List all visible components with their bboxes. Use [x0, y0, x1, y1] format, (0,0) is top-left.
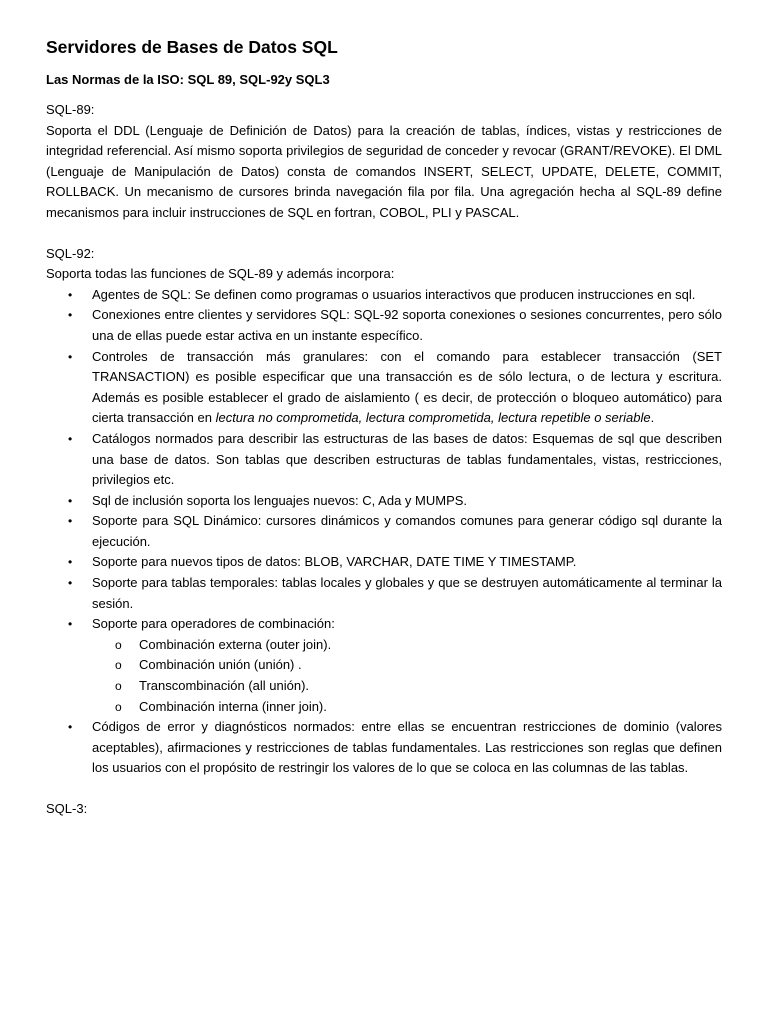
document-page — [46, 36, 722, 820]
list-item — [46, 717, 722, 779]
list-item — [46, 305, 722, 346]
circle-bullet-icon: o — [115, 637, 122, 652]
section-spacer — [46, 224, 722, 244]
bullet-icon: • — [68, 493, 73, 508]
sub-list-item-text: Combinación interna (inner join). — [139, 698, 327, 714]
list-item — [46, 552, 722, 573]
list-item-text: Sql de inclusión soporta los lenguajes nuevos: C, Ada y MUMPS. — [92, 492, 468, 508]
list-item — [46, 614, 722, 717]
list-item — [46, 347, 722, 429]
circle-bullet-icon: o — [115, 658, 122, 673]
list-item — [46, 511, 722, 552]
list-item-text: Catálogos normados para describir las estructuras de las bases de datos: Esquemas de sql que describen una base de datos. Son tablas que describen estructuras de tablas fundamentales, vistas, restricciones, privilegios etc. — [92, 430, 722, 488]
sub-list-item — [92, 635, 722, 656]
list-item-text: Soporte para operadores de combinación: — [92, 616, 335, 632]
sub-list-item-text: Combinación externa (outer join). — [139, 636, 332, 652]
bullet-icon: • — [68, 308, 73, 323]
sub-list-item-text: Transcombinación (all unión). — [139, 678, 310, 694]
bullet-icon: • — [68, 576, 73, 591]
sub-list-item-text: Combinación unión (unión) . — [139, 657, 302, 673]
sql92-intro: Soporta todas las funciones de SQL-89 y además incorpora: — [46, 266, 395, 282]
list-item-tail-text: . — [650, 410, 655, 426]
sql89-paragraph: Soporta el DDL (Lenguaje de Definición de Datos) para la creación de tablas, índices, vistas y restricciones de integridad referencial. Así mismo soporta privilegios de seguridad de conceder y revocar (GRANT/REVOKE). El DML (Lenguaje de Manipulación de Datos) consta de comandos INSERT, SELECT, UPDATE, DELETE, COMMIT, ROLLBACK. Un mecanismo de cursores brinda navegación fila por fila. Una agregación hecha al SQL-89 define mecanismos para incluir instrucciones de SQL en fortran, COBOL, PLI y PASCAL. — [46, 122, 722, 220]
bullet-icon: • — [68, 514, 73, 529]
list-item-text: Códigos de error y diagnósticos normados: entre ellas se encuentran restricciones de dominio (valores aceptables), afirmaciones y restricciones de tablas fundamentales. Las restricciones son reglas que definen los usuarios con el propósito de restringir los valores de lo que se coloca en las columnas de las tablas. — [92, 719, 722, 776]
bullet-icon: • — [68, 720, 73, 735]
list-item-text: Conexiones entre clientes y servidores SQL: SQL-92 soporta conexiones o sesiones concurrentes, pero sólo una de ellas puede estar activa en un instante específico. — [92, 307, 722, 343]
circle-bullet-icon: o — [115, 679, 122, 694]
list-item-text: Soporte para tablas temporales: tablas locales y globales y que se destruyen automáticamente al terminar la sesión. — [92, 575, 722, 611]
bullet-icon: • — [68, 287, 73, 302]
section-spacer — [46, 779, 722, 799]
list-item — [46, 429, 722, 491]
sql92-feature-list — [46, 285, 722, 779]
list-item-text: Soporte para SQL Dinámico: cursores dinámicos y comandos comunes para generar código sql durante la ejecución. — [92, 513, 722, 549]
sub-list-item — [92, 676, 722, 697]
circle-bullet-icon: o — [115, 699, 122, 714]
list-item-text: Soporte para nuevos tipos de datos: BLOB, VARCHAR, DATE TIME Y TIMESTAMP. — [92, 554, 577, 570]
bullet-icon: • — [68, 555, 73, 570]
bullet-icon: • — [68, 349, 73, 364]
list-item — [46, 573, 722, 614]
list-item — [46, 491, 722, 512]
sql89-label: SQL-89: — [46, 102, 95, 117]
list-item-text: Controles de transacción más granulares: con el comando para establecer transacción (SET TRANSACTION) es posible especificar que una transacción es de sólo lectura, o de lectura y escritura. Además es posible establecer el grado de aislamiento ( es decir, de protección o bloqueo automático) para cierta transacción en — [92, 348, 722, 426]
list-item-text: Agentes de SQL: Se definen como programas o usuarios interactivos que producen instrucciones en sql. — [92, 286, 696, 302]
list-item — [46, 285, 722, 306]
sql3-label: SQL-3: — [46, 801, 88, 816]
document-title: Servidores de Bases de Datos SQL — [46, 37, 338, 57]
sub-list — [92, 635, 722, 717]
sub-list-item — [92, 655, 722, 676]
bullet-icon: • — [68, 617, 73, 632]
sql92-label: SQL-92: — [46, 245, 95, 261]
sub-list-item — [92, 697, 722, 718]
list-item-italic-text: lectura no comprometida, lectura comprometida, lectura repetible o seriable — [215, 410, 651, 426]
bullet-icon: • — [68, 431, 73, 446]
document-subtitle: Las Normas de la ISO: SQL 89, SQL-92y SQL3 — [46, 72, 330, 87]
